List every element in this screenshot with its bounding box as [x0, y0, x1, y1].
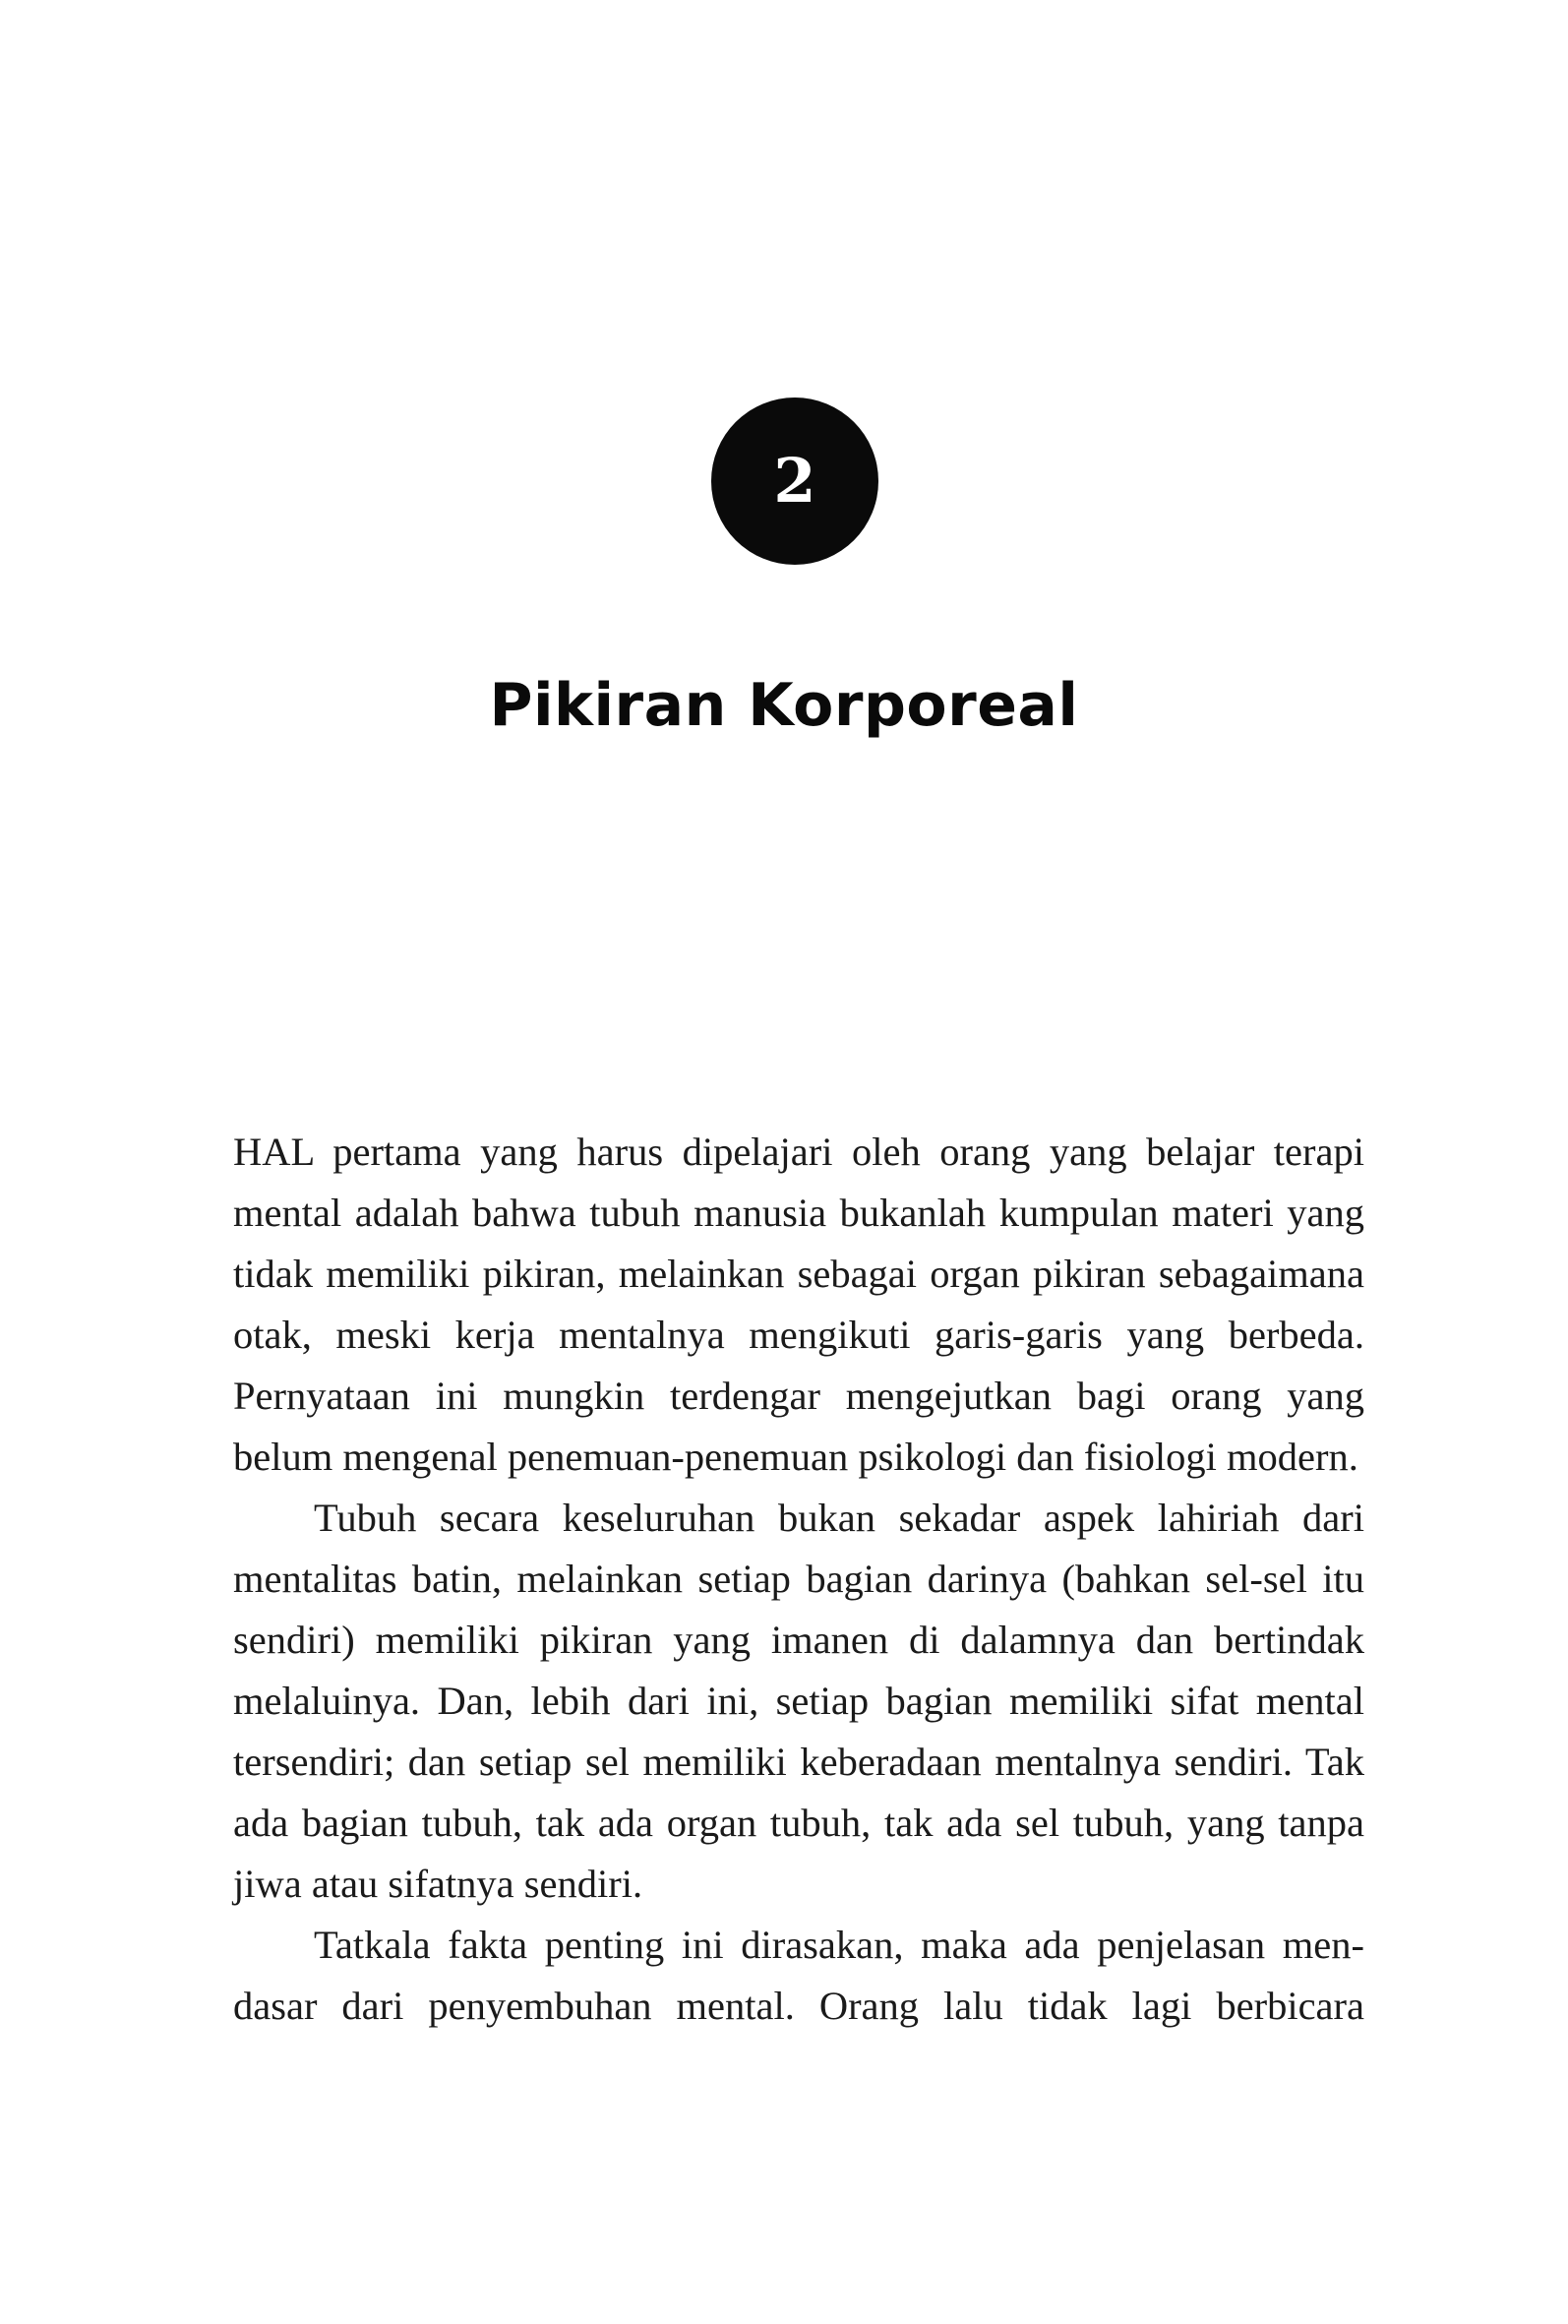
paragraph-1: HAL pertama yang harus dipelajari oleh orang yang belajar terapi mental adalah bahwa tubuh manusia bukanlah kumpulan materi yang tidak memiliki pikiran, melainkan sebagai organ pikiran sebagaimana otak, meski kerja mentalnya mengikuti garis-garis yang berbeda. Pernyataan ini mungkin terdengar mengejutkan bagi orang yang belum mengenal penemuan-penemuan psikologi dan fisiologi modern. — [233, 1130, 1364, 1479]
chapter-number-badge — [711, 398, 878, 565]
paragraph-3: Tatkala fakta penting ini dirasakan, maka ada penjelasan mendasar dari penyembuhan mental. Orang lalu tidak lagi berbicara — [233, 1923, 1364, 2028]
paragraph-2: Tubuh secara keseluruhan bukan sekadar aspek lahiriah dari mentalitas batin, melainkan setiap bagian darinya (bahkan sel-sel itu sendiri) memiliki pikiran yang imanen di dalamnya dan bertindak melaluinya. Dan, lebih dari ini, setiap bagian memiliki sifat mental tersendiri; dan setiap sel memiliki keberadaan mentalnya sendiri. Tak ada bagian tubuh, tak ada organ tubuh, tak ada sel tubuh, yang tanpa jiwa atau sifatnya sendiri. — [233, 1496, 1364, 1906]
chapter-number: 2 — [773, 445, 816, 517]
body-text — [233, 1122, 1364, 2037]
chapter-title: Pikiran Korporeal — [489, 671, 1079, 740]
